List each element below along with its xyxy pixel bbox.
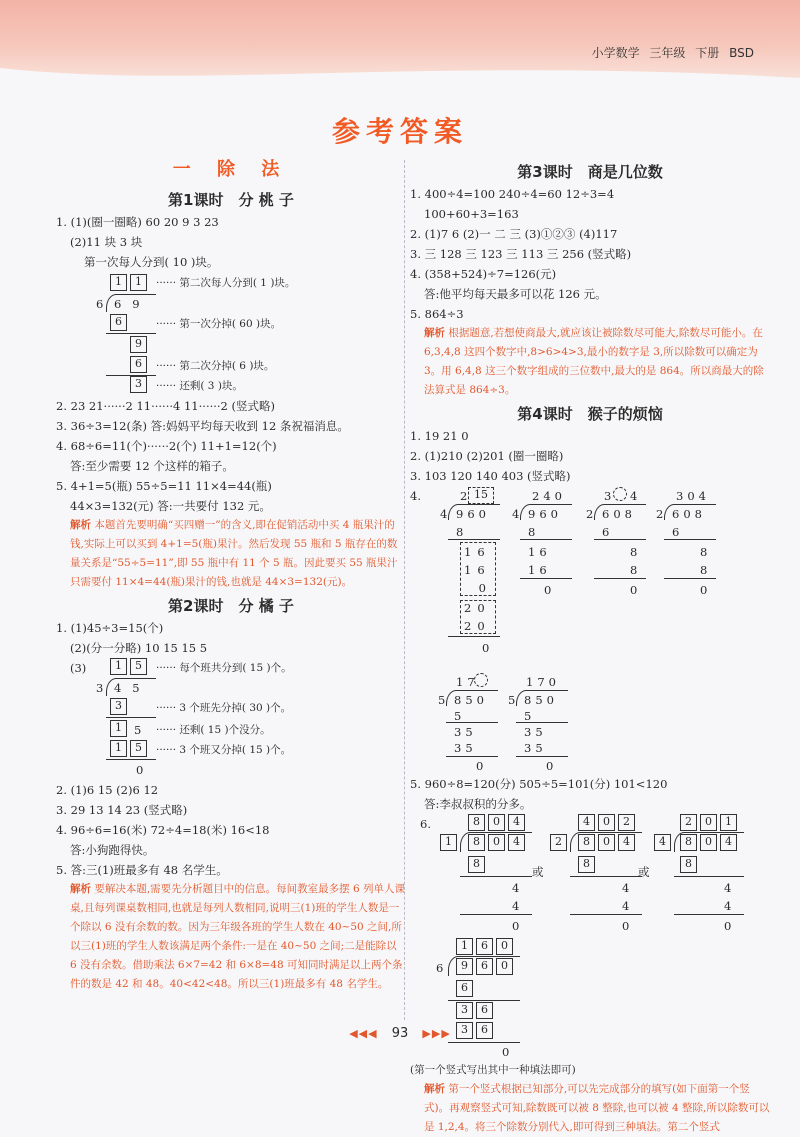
l4-q4-divisions: 4. 2 15 4 960 8 16 16 0 20 20 0 240 4 960 8 16 16 0 3 4 2 608 6 8 8 0 304 2 608 6 8 8 0 — [410, 486, 770, 672]
l1-step-first: 第一次每人分到( 10 )块。 — [84, 255, 219, 269]
l4-q5-answer: 答:李叔叔积的分多。 — [424, 797, 532, 811]
lesson-2-title: 第2课时 分 橘 子 — [168, 597, 294, 615]
subject: 小学数学 — [591, 46, 640, 60]
blank-circle — [613, 487, 627, 501]
l2-q4-answer: 答:小狗跑得快。 — [70, 843, 155, 857]
l3-q1: 1. 400÷4=100 240÷4=60 12÷3=4 — [410, 187, 615, 201]
l4-q6-note: (第一个竖式写出其中一种填法即可) — [410, 1064, 576, 1076]
l4-q3: 3. 103 120 140 403 (竖式略) — [410, 469, 571, 483]
unit-title: 一 除 法 — [172, 159, 290, 180]
right-arrows-icon: ▶▶▶ — [422, 1027, 451, 1040]
left-arrows-icon: ◀◀◀ — [349, 1027, 378, 1040]
l1-q4: 4. 68÷6=11(个)······2(个) 11+1=12(个) — [56, 439, 277, 453]
edition: BSD — [729, 46, 754, 60]
page-number: 93 — [391, 1026, 409, 1041]
l3-q1-2: 100+60+3=163 — [424, 207, 519, 221]
analysis-label: 解析 — [424, 327, 445, 339]
product-box: 5 — [130, 740, 147, 757]
term: 下册 — [695, 46, 720, 60]
l1-q3: 3. 36÷3=12(条) 答:妈妈平均每天收到 12 条祝福消息。 — [56, 419, 349, 433]
quotient-digit-box: 1 — [110, 658, 127, 675]
right-column: 第3课时 商是几位数 1. 400÷4=100 240÷4=60 12÷3=4 100+60+3=163 2. (1)7 6 (2)一 二 三 (3)①②③ (4)117 3. 三 128 三 123 三 113 三 256 (竖式略) 4. (358+524)÷7=126(元) 答:他平均每天最多可以花 126 元。 5. 864÷3 解析 根据题意,若想使商最大,就应该让被除数尽可能大,除数尽可能小。在 6,3,4,8 这四个数字中,8>6>4>3,最小的数字是 3,所以除数可以确定为 3。用 6,4,8 这三个数字组成的三位数中,最大的是 864。所以商最大的除法算式是 864÷3。 第4课时 猴子的烦恼 1. 19 21 0 2. (1)210 (2)201 (圈一圈略) 3. 103 120 140 403 (竖式略) 4. 2 15 4 960 8 16 16 0 20 20 0 240 4 960 8 16 16 0 3 4 2 608 6 8 8 0 304 2 608 6 8 8 0 17 5 850 5 35 35 170 5 850 5 35 35 0 0 5. 960÷8=120(分) 505÷5=101(分) 101<120 答:李叔叔积的分多。 6. 8 0 4 1 8 0 4 8 4 4 0 或 4 0 2 2 8 0 4 8 4 4 0 或 2 0 1 4 8 0 4 8 4 4 0 1 6 0 6 9 6 0 6 3 6 3 6 0 (第一个竖式写出其中一种填法即可) 解析 第一个竖式根据已知部分,可以先完成部分的填写(如下面第一个竖式)。再观察竖式可知,除数既可以被 8 整除,也可以被 4 整除,所以除数可以是 1,2,4。将三个除数分别代入,即可得到三种填法。第二个竖式 — [410, 160, 770, 1137]
step-note: ······ 每个班共分到( 15 )个。 — [156, 662, 292, 674]
l1-analysis — [56, 516, 406, 592]
page-footer — [0, 1026, 800, 1041]
or-label: 或 — [638, 865, 650, 879]
product-box: 6 — [110, 314, 127, 331]
left-column — [56, 160, 406, 994]
l2-q1: 1. (1)45÷3=15(个) — [56, 621, 164, 635]
quotient-digit-box: 1 — [110, 274, 127, 291]
analysis-label: 解析 — [70, 519, 91, 531]
l3-q4: 4. (358+524)÷7=126(元) — [410, 267, 557, 281]
lesson-1-title: 第1课时 分 桃 子 — [168, 191, 294, 209]
l4-q1: 1. 19 21 0 — [410, 429, 469, 443]
divisor: 6 — [96, 297, 104, 311]
l2-q2: 2. (1)6 15 (2)6 12 — [56, 783, 159, 797]
step-note: ······ 还剩( 15 )个没分。 — [156, 724, 271, 736]
analysis-label: 解析 — [424, 1083, 445, 1095]
l2-q5: 5. 答:三(1)班最多有 48 名学生。 — [56, 863, 228, 877]
question-number: 6. — [420, 817, 431, 831]
l3-analysis — [410, 324, 770, 400]
lesson-4-title: 第4课时 猴子的烦恼 — [517, 405, 663, 423]
quotient-digit-box: 5 — [130, 658, 147, 675]
step-note: ······ 还剩( 3 )块。 — [156, 380, 243, 392]
step-note: ······ 第一次分掉( 60 )块。 — [156, 318, 282, 330]
l2-q4: 4. 96÷6=16(米) 72÷4=18(米) 16<18 — [56, 823, 270, 837]
product-box: 6 — [130, 356, 147, 373]
step-note: ······ 第二次每人分到( 1 )块。 — [156, 277, 296, 289]
l3-q3: 3. 三 128 三 123 三 113 三 256 (竖式略) — [410, 247, 632, 261]
analysis-text: 根据题意,若想使商最大,就应该让被除数尽可能大,除数尽可能小。在 6,3,4,8 这四个数字中,8>6>4>3,最小的数字是 3,所以除数可以确定为 3。用 6,4,8 这三个数字组成的三位数中,最大的是 864。所以商最大的除法算式是 864÷3。 — [424, 327, 764, 396]
dividend: 4 5 — [114, 681, 140, 695]
l4-q6-analysis — [410, 1080, 770, 1137]
blank-circle — [474, 673, 488, 687]
question-number: 4. — [410, 489, 421, 503]
product-box: 3 — [110, 698, 127, 715]
l4-q6-division-160: 1 6 0 6 9 6 0 6 3 6 3 6 0 — [410, 938, 770, 1060]
l4-q5: 5. 960÷8=120(分) 505÷5=101(分) 101<120 — [410, 777, 668, 791]
remainder-box: 1 — [110, 720, 127, 737]
quotient-digit-box: 1 — [130, 274, 147, 291]
book-info — [592, 44, 754, 61]
l3-q2: 2. (1)7 6 (2)一 二 三 (3)①②③ (4)117 — [410, 227, 618, 241]
or-label: 或 — [532, 865, 544, 879]
l1-q4-answer: 答:至少需要 12 个这样的箱子。 — [70, 459, 234, 473]
analysis-label: 解析 — [70, 883, 91, 895]
l1-q1: 1. (1)(圈一圈略) 60 20 9 3 23 — [56, 215, 219, 229]
l4-q6-divisions: 6. 8 0 4 1 8 0 4 8 4 4 0 或 4 0 2 2 8 0 4 8 4 4 0 或 2 0 1 4 8 0 4 8 4 4 0 — [410, 814, 770, 938]
l2-analysis — [56, 880, 406, 994]
l4-q4-divisions-2: 17 5 850 5 35 35 170 5 850 5 35 35 — [410, 672, 770, 760]
page-title: 参考答案 — [331, 115, 468, 148]
l2-q1-2: (2)(分一分略) 10 15 15 5 — [70, 641, 208, 655]
analysis-text: 要解决本题,需要先分析题目中的信息。每间教室最多摆 6 列单人课桌,且每列课桌数相同,也就是每列人数相同,说明三(1)班的学生人数是一个除以 6 没有余数的数。因为三年级各班的学生人数在 40~50 之间,所以三(1)班的学生人数该满足两个条件:一是在 40~50 之间;二是能除以 6 没有余数。借助乘法 6×7=42 和 6×8=48 可知同时满足以上两个条件的数是 42 和 48。40<42<48。所以三(1)班最多有 48 名学生。 — [70, 883, 406, 990]
l1-q5: 5. 4+1=5(瓶) 55÷5=11 11×4=44(瓶) — [56, 479, 272, 493]
remainder-box: 9 — [130, 336, 147, 353]
analysis-text: 本题首先要明确“买四赠一”的含义,即在促销活动中买 4 瓶果汁的钱,实际上可以买到 4+1=5(瓶)果汁。然后发现 55 瓶和 5 瓶存在的数量关系是“55÷5=11”,即 55 瓶中有 11 个 5 瓶。因此要买 55 瓶果汁只需要付 11×4=44(瓶)果汁的钱,也就是 44×3=132(元)。 — [70, 519, 398, 588]
analysis-text: 第一个竖式根据已知部分,可以先完成部分的填写(如下面第一个竖式)。再观察竖式可知,除数既可以被 8 整除,也可以被 4 整除,所以除数可以是 1,2,4。将三个除数分别代入,即可得到三种填法。第二个竖式 — [424, 1083, 770, 1133]
long-division-69 — [56, 272, 406, 392]
step-note: ······ 3 个班又分掉( 15 )个。 — [156, 744, 292, 756]
blank-box: 15 — [468, 487, 494, 504]
grade: 三年级 — [649, 46, 686, 60]
l1-q1-2: (2)11 块 3 块 — [70, 235, 143, 249]
l1-q2: 2. 23 21······2 11······4 11······2 (竖式略) — [56, 399, 276, 413]
long-division-45: (3) 1 5 ······ 每个班共分到( 15 )个。 3 4 5 3 ······ 3 个班先分掉( 30 )个。 1 5 ······ 还剩( 15 )个没分。 1 5 ······ 3 个班又分掉( 15 )个。 0 — [70, 659, 292, 777]
step-note: ······ 3 个班先分掉( 30 )个。 — [156, 702, 292, 714]
product-box: 1 — [110, 740, 127, 757]
l2-q3: 3. 29 13 14 23 (竖式略) — [56, 803, 188, 817]
l3-q5: 5. 864÷3 — [410, 307, 464, 321]
dividend: 6 9 — [114, 297, 140, 311]
l3-q4-answer: 答:他平均每天最多可以花 126 元。 — [424, 287, 607, 301]
lesson-3-title: 第3课时 商是几位数 — [517, 163, 663, 181]
remainder-box: 3 — [130, 376, 147, 393]
step-note: ······ 第二次分掉( 6 )块。 — [156, 360, 275, 372]
l1-q5-answer: 44×3=132(元) 答:一共要付 132 元。 — [70, 499, 271, 513]
divisor: 3 — [96, 681, 104, 695]
l4-q2: 2. (1)210 (2)201 (圈一圈略) — [410, 449, 564, 463]
sub-label: (3) — [70, 661, 87, 675]
